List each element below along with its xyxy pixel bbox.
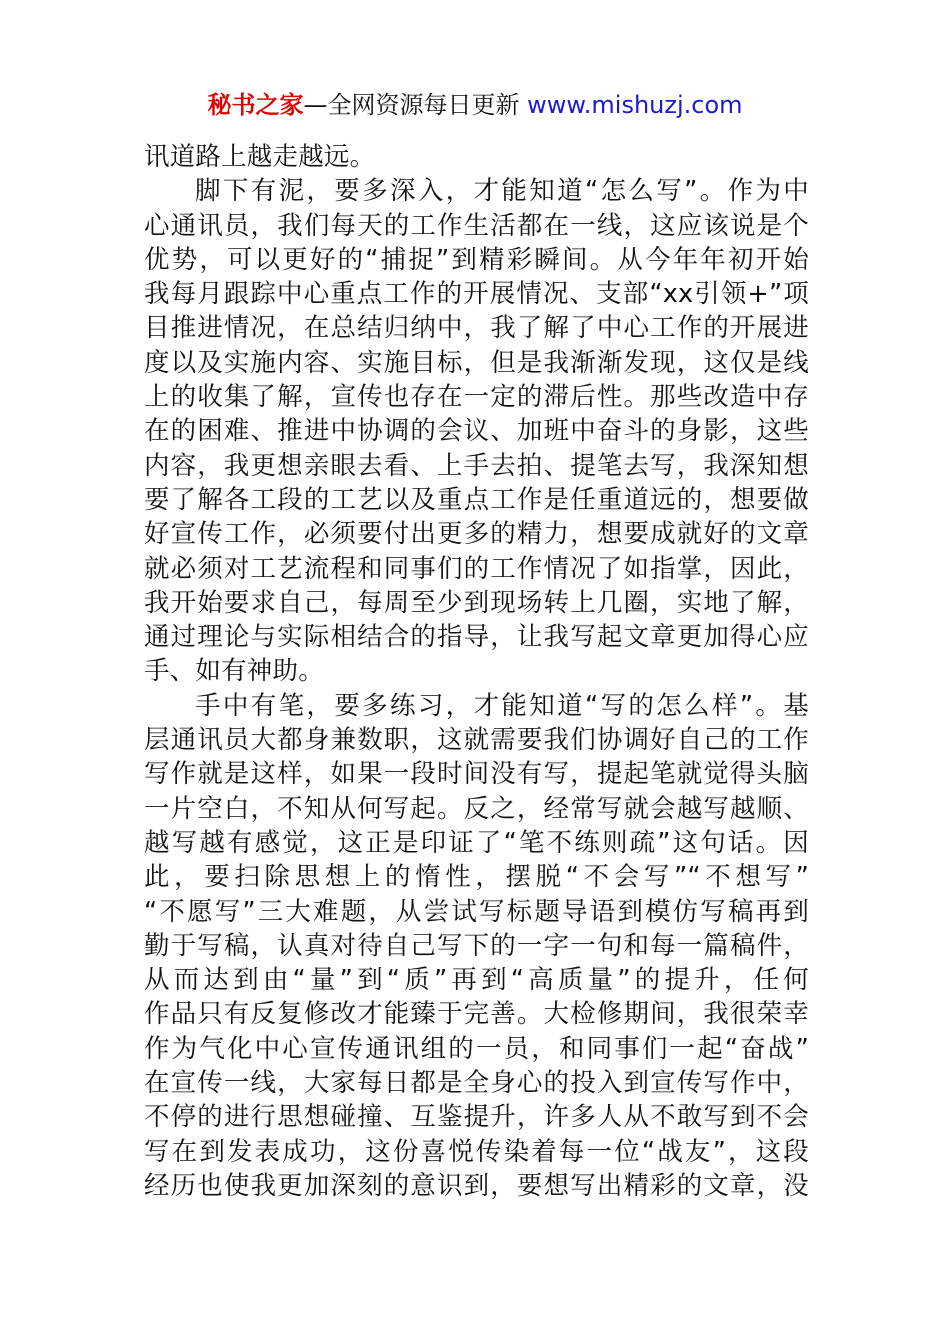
text-line: 目推进情况，在总结归纳中，我了解了中心工作的开展进 bbox=[144, 313, 809, 344]
text-line: 心通讯员，我们每天的工作生活都在一线，这应该说是个 bbox=[144, 210, 809, 241]
text-line: 上的收集了解，宣传也存在一定的滞后性。那些改造中存 bbox=[144, 382, 809, 413]
text-line: 通过理论与实际相结合的指导，让我写起文章更加得心应 bbox=[144, 622, 809, 653]
document-body bbox=[144, 140, 809, 1203]
text-line: 内容，我更想亲眼去看、上手去拍、提笔去写，我深知想 bbox=[144, 450, 809, 481]
header-tagline: —全网资源每日更新 bbox=[303, 91, 528, 119]
text-line: 经历也使我更加深刻的意识到，要想写出精彩的文章，没 bbox=[144, 1170, 809, 1201]
text-line: 层通讯员大都身兼数职，这就需要我们协调好自己的工作 bbox=[144, 725, 809, 756]
text-line: 写作就是这样，如果一段时间没有写，提起笔就觉得头脑 bbox=[144, 759, 809, 790]
text-line: 从而达到由“量”到“质”再到“高质量”的提升，任何 bbox=[144, 965, 809, 996]
page-header bbox=[0, 88, 950, 122]
text-line: 脚下有泥，要多深入，才能知道“怎么写”。作为中 bbox=[195, 176, 809, 207]
text-line: 写在到发表成功，这份喜悦传染着每一位“战友”，这段 bbox=[144, 1136, 809, 1167]
text-line: 好宣传工作，必须要付出更多的精力，想要成就好的文章 bbox=[144, 519, 809, 550]
text-line: 不停的进行思想碰撞、互鉴提升，许多人从不敢写到不会 bbox=[144, 1102, 809, 1133]
text-line: 勤于写稿，认真对待自己写下的一字一句和每一篇稿件， bbox=[144, 930, 809, 961]
text-line: 讯道路上越走越远。 bbox=[144, 142, 376, 172]
text-line: “不愿写”三大难题，从尝试写标题导语到模仿写稿再到 bbox=[144, 896, 809, 927]
text-line: 此，要扫除思想上的惰性，摆脱“不会写”“不想写” bbox=[144, 862, 809, 893]
site-url[interactable]: www.mishuzj.com bbox=[527, 91, 743, 119]
text-line: 优势，可以更好的“捕捉”到精彩瞬间。从今年年初开始 bbox=[144, 244, 809, 275]
text-line: 手中有笔，要多练习，才能知道“写的怎么样”。基 bbox=[195, 690, 809, 721]
text-line: 在的困难、推进中协调的会议、加班中奋斗的身影，这些 bbox=[144, 416, 809, 447]
text-line: 一片空白，不知从何写起。反之，经常写就会越写越顺、 bbox=[144, 793, 809, 824]
text-line: 在宣传一线，大家每日都是全身心的投入到宣传写作中， bbox=[144, 1068, 809, 1099]
text-line: 作为气化中心宣传通讯组的一员，和同事们一起“奋战” bbox=[144, 1033, 809, 1064]
text-line: 越写越有感觉，这正是印证了“笔不练则疏”这句话。因 bbox=[144, 827, 809, 858]
brand-name: 秘书之家 bbox=[207, 91, 304, 119]
text-line: 就必须对工艺流程和同事们的工作情况了如指掌，因此， bbox=[144, 553, 809, 584]
text-line: 要了解各工段的工艺以及重点工作是任重道远的，想要做 bbox=[144, 484, 809, 515]
text-line: 度以及实施内容、实施目标，但是我渐渐发现，这仅是线 bbox=[144, 347, 809, 378]
text-line: 手、如有神助。 bbox=[144, 656, 324, 687]
text-line: 我开始要求自己，每周至少到现场转上几圈，实地了解， bbox=[144, 587, 809, 618]
text-line: 作品只有反复修改才能臻于完善。大检修期间，我很荣幸 bbox=[144, 999, 809, 1030]
text-line: 我每月跟踪中心重点工作的开展情况、支部“xx引领+”项 bbox=[144, 279, 809, 310]
